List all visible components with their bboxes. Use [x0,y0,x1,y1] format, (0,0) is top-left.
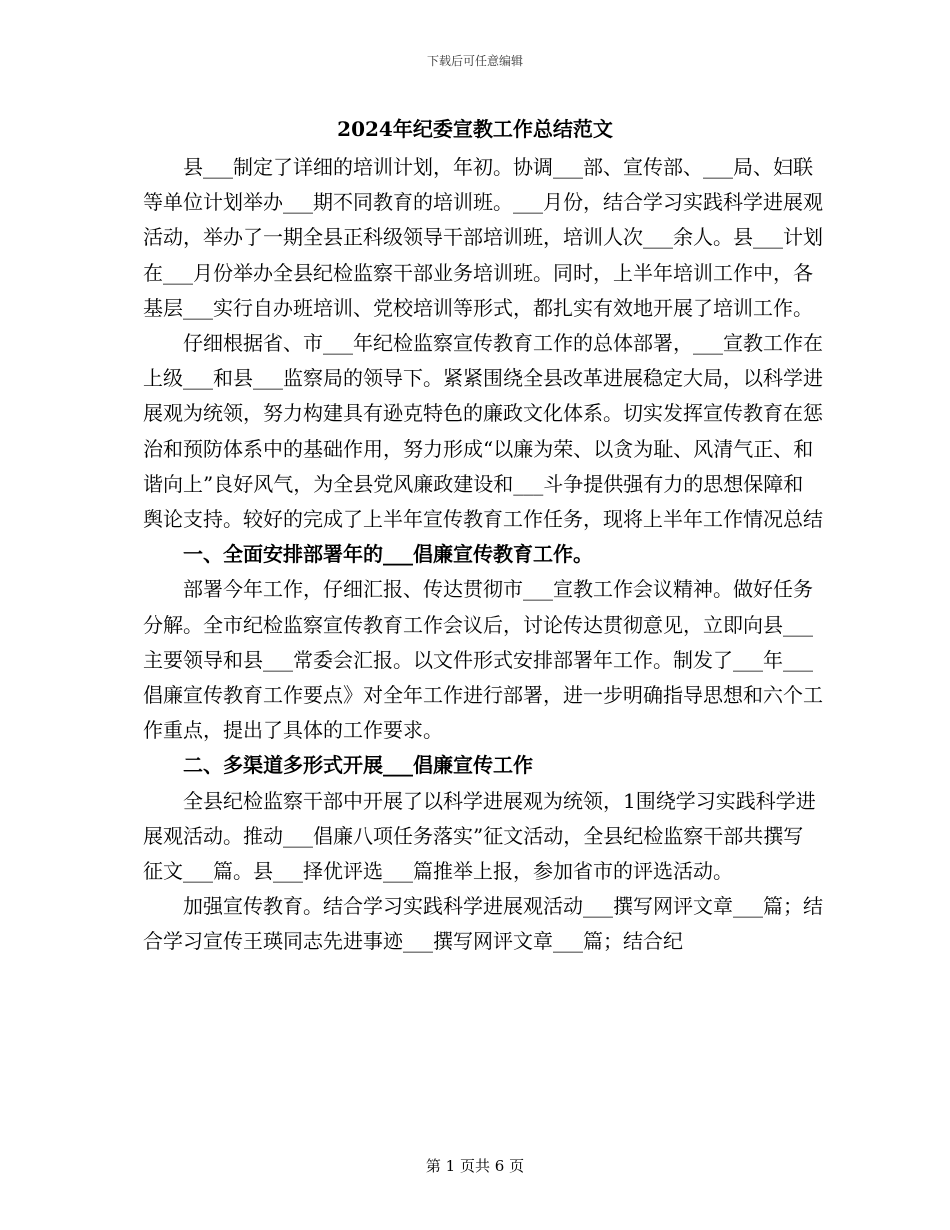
paragraph-deployment: 部署今年工作，仔细汇报、传达贯彻市___宣教工作会议精神。做好任务分解。全市纪检监察宣传教育工作会议后，讨论传达贯彻意见，立即向县___主要领导和县___常委会汇报。以文件形式安排部署年工作。制发了___年___倡廉宣传教育工作要点》对全年工作进行部署，进一步明确指导思想和六个工作重点，提出了具体的工作要求。 [143,577,823,743]
paragraph-overview: 仔细根据省、市___年纪检监察宣传教育工作的总体部署，___宣教工作在上级___和县___监察局的领导下。紧紧围绕全县改革进展稳定大局，以科学进展观为统领，努力构建具有逊克特色的廉政文化体系。切实发挥宣传教育在惩治和预防体系中的基础作用，努力形成“以廉为荣、以贪为耻、风清气正、和谐向上”良好风气，为全县党风廉政建设和___斗争提供强有力的思想保障和舆论支持。较好的完成了上半年宣传教育工作任务，现将上半年工作情况总结 [143,331,823,532]
paragraph-training-plan: 县___制定了详细的培训计划，年初。协调___部、宣传部、___局、妇联等单位计划举办___期不同教育的培训班。___月份，结合学习实践科学进展观活动，举办了一期全县正科级领导干部培训班，培训人次___余人。县___计划在___月份举办全县纪检监察干部业务培训班。同时，上半年培训工作中，各基层___实行自办班培训、党校培训等形式，都扎实有效地开展了培训工作。 [143,155,823,320]
document-body [143,150,823,960]
document-title: 2024年纪委宣教工作总结范文 [337,117,613,141]
paragraph-publicity: 加强宣传教育。结合学习实践科学进展观活动___撰写网评文章___篇；结合学习宣传王瑛同志先进事迹___撰写网评文章___篇；结合纪 [143,894,823,954]
section-heading-1: 一、全面安排部署年的___倡廉宣传教育工作。 [183,542,593,567]
page-footer: 第 1 页共 6 页 [425,1157,525,1175]
header-note: 下载后可任意编辑 [426,54,523,68]
section-heading-2: 二、多渠道多形式开展___倡廉宣传工作 [183,753,533,778]
paragraph-essay-activity: 全县纪检监察干部中开展了以科学进展观为统领，1围绕学习实践科学进展观活动。推动___倡廉八项任务落实”征文活动，全县纪检监察干部共撰写征文___篇。县___择优评选___篇推举上报，参加省市的评选活动。 [143,788,816,884]
